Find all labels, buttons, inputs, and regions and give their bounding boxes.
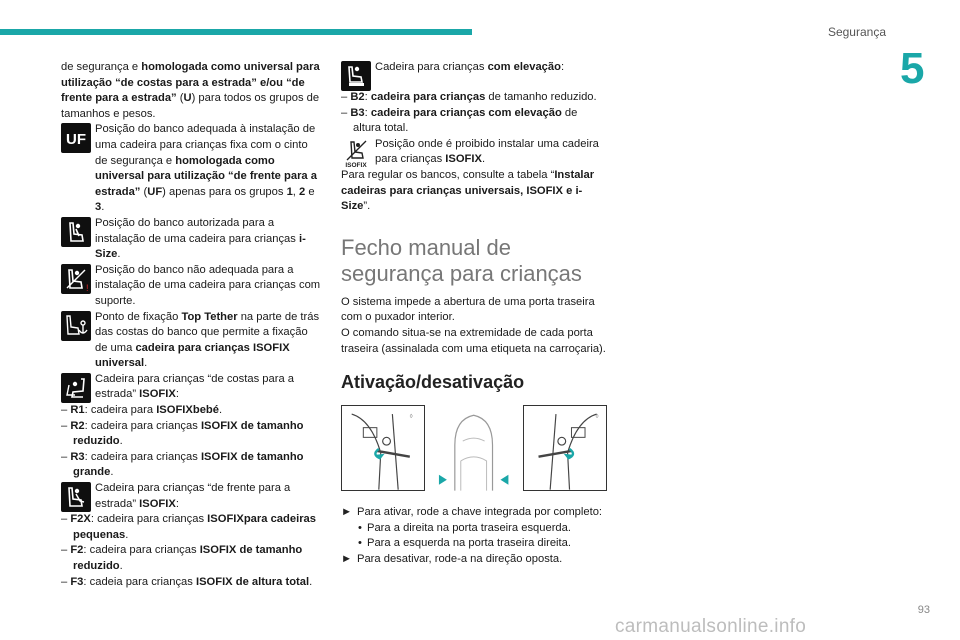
intro-paragraph: de segurança e homologada como universal para utilização “de costas para a estrada” e/ou “de frente para a estrada” (U) para todos os grupos de tamanhos e pesos. — [61, 61, 320, 120]
booster-seat-icon — [341, 61, 371, 91]
right-column — [341, 60, 607, 568]
uf-entry: UF Posição do banco adequada à instalação de uma cadeira para crianças fixa com o cinto de segurança e homologada como universal para utilização “de frente para a estrada” (UF) apenas para os grupos 1, 2 e 3. — [61, 122, 323, 216]
child-lock-paragraph-1: O sistema impede a abertura de uma porta traseira com o puxador interior. — [341, 295, 595, 324]
top-tether-entry: Ponto de fixação Top Tether na parte de trás das costas do banco que permite a fixação de uma cadeira para crianças ISOFIX universal. — [61, 310, 323, 372]
car-top-view-diagram — [433, 405, 514, 491]
step-right-door: • Para a esquerda na porta traseira direita. — [358, 537, 571, 550]
svg-text:◊: ◊ — [409, 414, 413, 421]
child-lock-heading: Fecho manual de segurança para crianças — [341, 234, 582, 286]
isofix-forbidden-entry: ISOFIX Posição onde é proibido instalar uma cadeira para crianças ISOFIX. — [341, 137, 607, 168]
list-item-f2: – F2: cadeira para crianças ISOFIX de tamanho reduzido. — [61, 544, 303, 572]
isize-seat-icon — [61, 217, 91, 247]
isofix-forbidden-icon — [341, 138, 371, 168]
svg-text:ISOFIX: ISOFIX — [345, 161, 367, 168]
page-number: 93 — [917, 604, 930, 616]
child-lock-paragraph-2: O comando situa-se na extremidade de cada porta traseira (assinalada com uma etiqueta na carroçaria). — [341, 326, 606, 355]
list-item-b2: – B2: cadeira para crianças de tamanho reduzido. — [341, 91, 597, 103]
rear-facing-seat-icon — [61, 373, 91, 403]
svg-text:!: ! — [86, 282, 89, 293]
list-item-r3: – R3: cadeira para crianças ISOFIX de tamanho grande. — [61, 450, 304, 479]
right-door-lock-diagram — [523, 405, 607, 491]
left-door-lock-diagram — [341, 405, 425, 491]
svg-text:UF: UF — [66, 131, 86, 149]
not-suitable-entry: ! Posição do banco não adequada para a instalação de uma cadeira para crianças com suporte. — [61, 263, 323, 310]
rear-facing-entry: Cadeira para crianças “de costas para a estrada” ISOFIX: — [61, 372, 323, 403]
regulate-seats-paragraph: Para regular os bancos, consulte a tabela “Instalar cadeiras para crianças universais, ISOFIX e i-Size”. — [341, 168, 595, 213]
step-activate: ► Para ativar, rode a chave integrada por completo: — [341, 506, 603, 519]
list-item-b3: – B3: cadeira para crianças com elevação de altura total. — [341, 106, 578, 135]
list-item-f2x: – F2X: cadeira para crianças ISOFIXpara cadeiras pequenas. — [61, 513, 316, 541]
list-item-f3: – F3: cadeia para crianças ISOFIX de altura total. — [61, 575, 313, 588]
watermark: carmanualsonline.info — [615, 616, 807, 637]
svg-text:◊: ◊ — [595, 414, 599, 421]
header-accent-bar — [0, 29, 472, 35]
activation-heading: Ativação/desativação — [341, 372, 525, 393]
uf-icon — [61, 123, 91, 153]
top-tether-anchor-icon — [61, 311, 91, 341]
forward-facing-seat-icon — [61, 482, 91, 512]
section-title: Segurança — [827, 25, 886, 39]
child-lock-illustration — [341, 405, 607, 491]
booster-entry: Cadeira para crianças com elevação: — [341, 60, 607, 90]
isize-entry: Posição do banco autorizada para a instalação de uma cadeira para crianças i-Size. — [61, 216, 323, 263]
list-item-r2: – R2: cadeira para crianças ISOFIX de tamanho reduzido. — [61, 419, 304, 448]
step-deactivate: ► Para desativar, rode-a na direção oposta. — [341, 552, 563, 565]
forward-facing-entry: Cadeira para crianças “de frente para a estrada” ISOFIX: — [61, 481, 323, 512]
chapter-number: 5 — [900, 44, 925, 93]
not-suitable-seat-icon — [61, 264, 91, 294]
list-item-r1: – R1: cadeira para ISOFIXbebé. — [61, 404, 223, 417]
step-left-door: • Para a direita na porta traseira esquerda. — [358, 521, 571, 534]
left-column — [61, 60, 323, 590]
